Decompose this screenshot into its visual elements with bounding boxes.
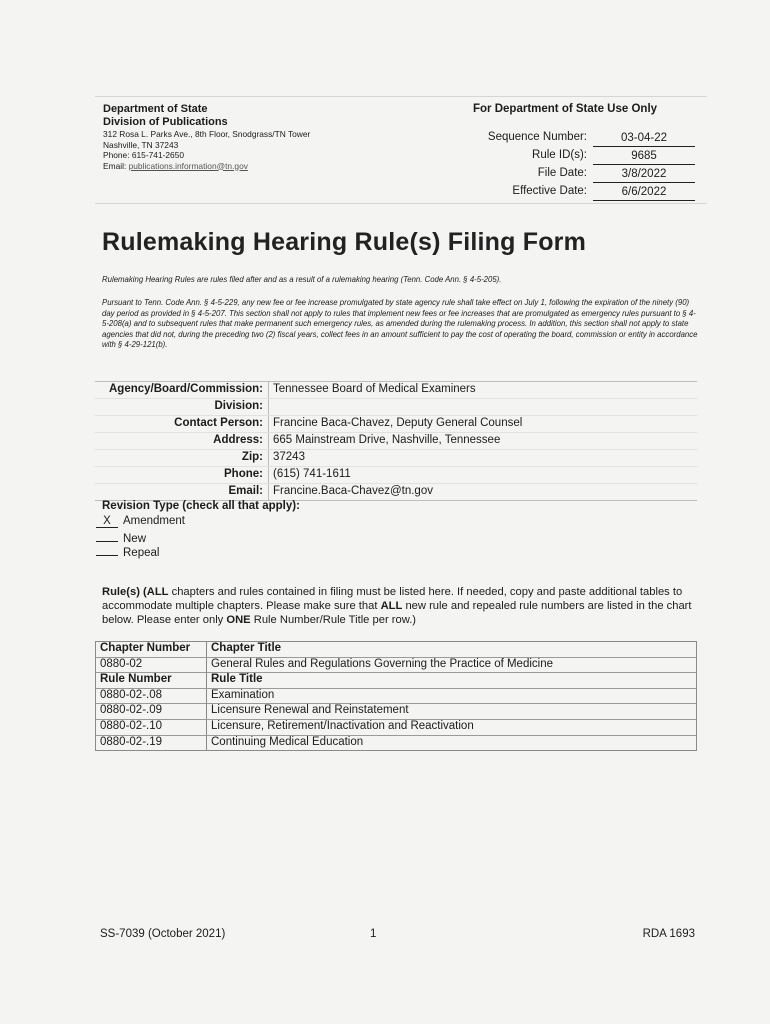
address-value: 665 Mainstream Drive, Nashville, Tennessee	[273, 434, 501, 446]
state-use-only-block	[473, 103, 705, 198]
email-row	[95, 484, 697, 500]
new-label: New	[123, 533, 147, 545]
department-name: Department of State	[103, 103, 208, 115]
column-divider	[268, 416, 269, 432]
column-divider	[268, 382, 269, 398]
column-divider	[268, 484, 269, 500]
rules-label: Rule(s) (	[102, 586, 147, 598]
rule-title-cell: Licensure, Retirement/Inactivation and Reactivation	[211, 719, 474, 732]
column-divider	[268, 433, 269, 449]
repeal-label: Repeal	[123, 547, 160, 559]
column-divider	[206, 642, 207, 657]
table-header-row	[96, 642, 696, 658]
rule-id-value: 9685	[593, 149, 695, 165]
emphasis-one: ONE	[226, 614, 251, 626]
header-box	[95, 96, 707, 204]
column-divider	[206, 704, 207, 719]
contact-person-value: Francine Baca-Chavez, Deputy General Counsel	[273, 417, 523, 429]
chapter-title-cell: General Rules and Regulations Governing the Practice of Medicine	[211, 657, 553, 670]
contact-person-row	[95, 416, 697, 433]
column-divider	[206, 673, 207, 688]
address-label: Address:	[213, 434, 263, 446]
address-row	[95, 433, 697, 450]
rule-number-cell: 0880-02-.09	[100, 704, 163, 717]
zip-label: Zip:	[241, 451, 263, 463]
publications-email-link[interactable]: publications.information@tn.gov	[128, 160, 248, 171]
chapter-number-cell: 0880-02	[100, 657, 143, 670]
effective-date-field	[475, 185, 705, 201]
column-divider	[268, 467, 269, 483]
pursuant-paragraph: Pursuant to Tenn. Code Ann. § 4-5-229, any new fee or fee increase promulgated by state agency rule shall take effect on July 1, following the expiration of the ninety (90) day period as provided in § 4-5-207. This section shall not apply to rules that implement new fees or fee increases that are promulgated as emergency rules pursuant to § 4-5-208(a) and to subsequent rules that make permanent such emergency rules, as amended during the rulemaking process. In addition, this section shall not apply to state agencies that did not, during the preceding two (2) fiscal years, collect fees in an amount sufficient to pay the cost of operating the board, commission or entity in accordance with § 4-29-121(b).	[102, 298, 698, 350]
table-row	[96, 720, 696, 736]
emphasis-all-1: ALL	[146, 586, 169, 598]
amendment-label: Amendment	[123, 515, 186, 527]
publications-address-block	[103, 103, 403, 171]
rule-number-header: Rule Number	[100, 673, 172, 686]
table-row	[96, 704, 696, 720]
column-divider	[268, 399, 269, 415]
column-divider	[206, 736, 207, 751]
rule-id-label: Rule ID(s):	[532, 149, 587, 161]
emphasis-all-2: ALL	[380, 600, 403, 612]
revision-type-heading: Revision Type (check all that apply):	[102, 500, 300, 512]
table-row	[96, 736, 696, 751]
revision-repeal[interactable]	[96, 543, 159, 559]
phone-label: Phone:	[224, 468, 263, 480]
street-address: 312 Rosa L. Parks Ave., 8th Floor, Snodgrass/TN Tower	[103, 129, 311, 139]
rules-instructions-text-1: chapters and rules contained in filing must be listed here. If needed, copy and paste additional tables to accommodate multiple chapters. Please make sure that	[102, 586, 683, 612]
sequence-number-value: 03-04-22	[593, 131, 695, 147]
table-row	[96, 658, 696, 674]
email-label: Email:	[103, 160, 129, 171]
sequence-number-field	[475, 131, 705, 147]
chapter-title-header: Chapter Title	[211, 642, 282, 654]
division-label: Division:	[214, 400, 263, 412]
agency-value: Tennessee Board of Medical Examiners	[273, 383, 476, 395]
rule-title-cell: Examination	[211, 688, 275, 701]
new-check-mark[interactable]	[96, 529, 118, 542]
division-name: Division of Publications	[103, 116, 228, 128]
phone-row	[95, 467, 697, 484]
rules-table	[95, 641, 697, 751]
column-divider	[206, 720, 207, 735]
amendment-check-mark[interactable]: X	[96, 515, 118, 528]
rule-id-field	[475, 149, 705, 165]
publications-email-line	[103, 161, 403, 172]
rda-number: RDA 1693	[642, 928, 695, 940]
chapter-number-header: Chapter Number	[100, 642, 191, 654]
rules-instructions-text-3: Rule Number/Rule Title per row.)	[250, 614, 417, 626]
file-date-label: File Date:	[537, 167, 587, 179]
rule-title-cell: Continuing Medical Education	[211, 735, 364, 748]
intro-text: Rulemaking Hearing Rules are rules filed after and as a result of a rulemaking hearing (Tenn. Code Ann. § 4-5-205).	[102, 275, 502, 284]
effective-date-label: Effective Date:	[512, 185, 587, 197]
form-title: Rulemaking Hearing Rule(s) Filing Form	[102, 228, 587, 256]
column-divider	[206, 689, 207, 704]
zip-value: 37243	[273, 451, 305, 463]
revision-amendment[interactable]	[96, 515, 185, 528]
agency-label: Agency/Board/Commission:	[109, 383, 263, 395]
rule-number-cell: 0880-02-.08	[100, 688, 163, 701]
zip-row	[95, 450, 697, 467]
phone-value: (615) 741-1611	[273, 468, 351, 480]
rule-title-cell: Licensure Renewal and Reinstatement	[211, 704, 409, 717]
form-number: SS-7039 (October 2021)	[100, 928, 226, 940]
file-date-field	[475, 167, 705, 183]
sequence-number-label: Sequence Number:	[487, 131, 587, 143]
email-label: Email:	[228, 485, 263, 497]
agency-row	[95, 382, 697, 399]
rule-number-cell: 0880-02-.19	[100, 735, 163, 748]
column-divider	[206, 658, 207, 673]
rules-instructions	[102, 585, 702, 627]
state-use-only-heading: For Department of State Use Only	[473, 103, 658, 115]
contact-person-label: Contact Person:	[174, 417, 263, 429]
effective-date-value: 6/6/2022	[593, 185, 695, 201]
repeal-check-mark[interactable]	[96, 543, 118, 556]
column-divider	[268, 450, 269, 466]
rules-instructions-text-2: new rule and repealed rule numbers are listed in the chart below. Please enter only	[102, 600, 692, 626]
city-state-zip: Nashville, TN 37243	[103, 139, 179, 150]
publications-phone: Phone: 615-741-2650	[103, 150, 185, 160]
table-header-row	[96, 673, 696, 689]
division-row	[95, 399, 697, 416]
table-row	[96, 689, 696, 705]
rule-title-header: Rule Title	[211, 673, 263, 686]
agency-info-table	[95, 381, 697, 501]
rule-number-cell: 0880-02-.10	[100, 719, 163, 732]
page-number: 1	[370, 928, 377, 940]
file-date-value: 3/8/2022	[593, 167, 695, 183]
email-value: Francine.Baca-Chavez@tn.gov	[273, 485, 433, 497]
